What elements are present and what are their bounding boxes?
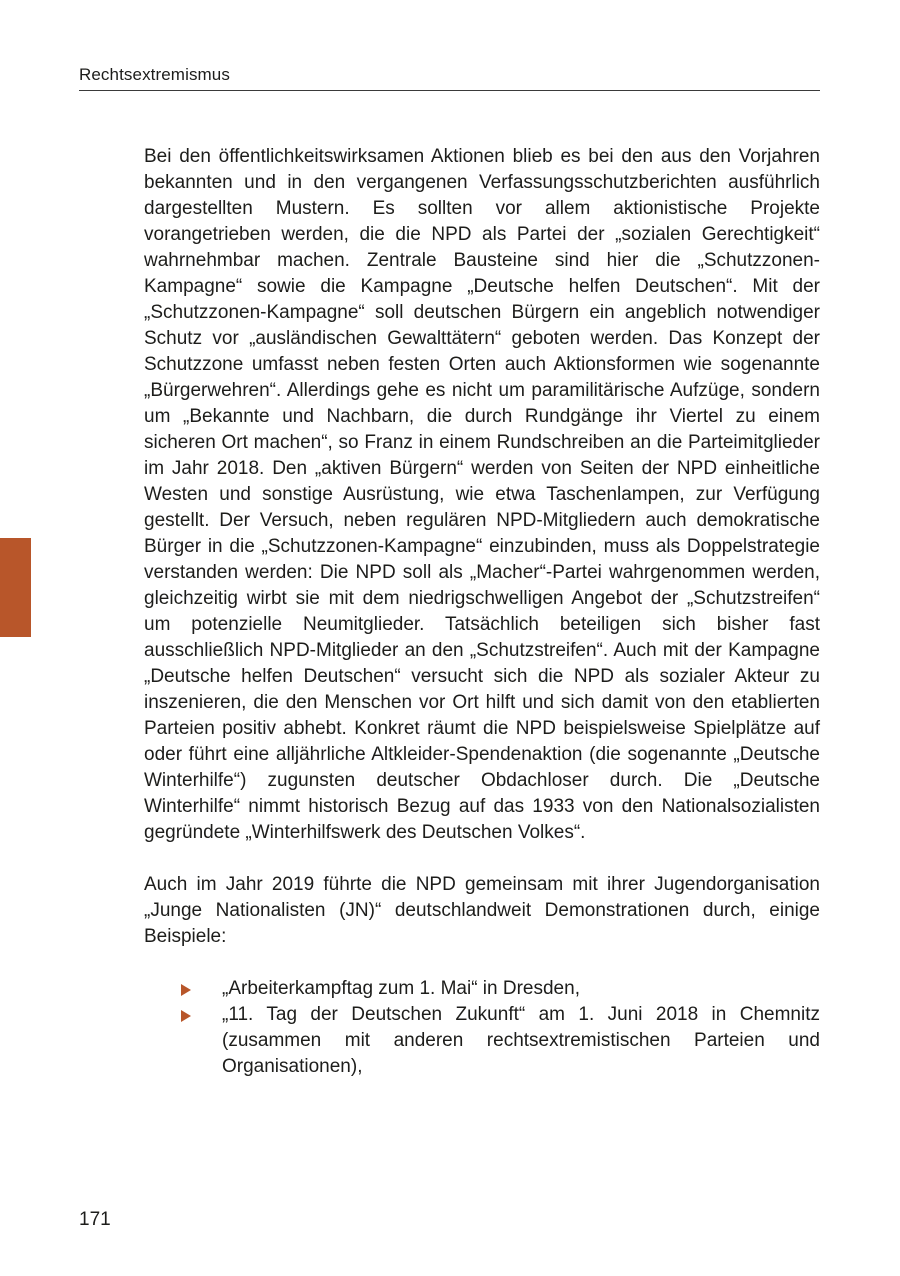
page-body <box>144 144 820 1080</box>
running-header <box>79 64 820 91</box>
list-item-text: „Arbeiterkampftag zum 1. Mai“ in Dresden, <box>222 978 580 999</box>
running-title: Rechtsextremismus <box>79 65 230 84</box>
list-item <box>144 976 820 1002</box>
page-number: 171 <box>79 1209 111 1230</box>
triangle-bullet-icon <box>181 1010 191 1022</box>
body-paragraph: Bei den öffentlichkeitswirksamen Aktionen blieb es bei den aus den Vorjahren bekannten und in den vergangenen Verfassungsschutzberichten ausführlich dargestellten Mustern. Es sollten vor allem aktionistische Projekte vorangetrieben werden, die die NPD als Partei der „sozialen Gerechtigkeit“ wahrnehmbar machen. Zentrale Bausteine sind hier die „Schutzzonen-Kampagne“ sowie die Kampagne „Deutsche helfen Deutschen“. Mit der „Schutzzonen-Kampagne“ soll deutschen Bürgern ein angeblich notwendiger Schutz vor „ausländischen Gewalttätern“ geboten werden. Das Konzept der Schutzzone umfasst neben festen Orten auch Aktionsformen wie sogenannte „Bürgerwehren“. Allerdings gehe es nicht um paramilitärische Aufzüge, sondern um „Bekannte und Nachbarn, die durch Rundgänge ihr Viertel zu einem sicheren Ort machen“, so Franz in einem Rundschreiben an die Parteimitglieder im Jahr 2018. Den „aktiven Bürgern“ werden von Seiten der NPD einheitliche Westen und sonstige Ausrüstung, wie etwa Taschenlampen, zur Verfügung gestellt. Der Versuch, neben regulären NPD-Mitgliedern auch demokratische Bürger in die „Schutzzonen-Kampagne“ einzubinden, muss als Doppelstrategie verstanden werden: Die NPD soll als „Macher“-Partei wahrgenommen werden, gleichzeitig wirbt sie mit dem niedrigschwelligen Angebot der „Schutzstreifen“ um potenzielle Neumitglieder. Tatsächlich beteiligen sich bisher fast ausschließlich NPD-Mitglieder an den „Schutzstreifen“. Auch mit der Kampagne „Deutsche helfen Deutschen“ versucht sich die NPD als sozialer Akteur zu inszenieren, die den Menschen vor Ort hilft und sich damit von den etablierten Parteien positiv abhebt. Konkret räumt die NPD beispielsweise Spielplätze auf oder führt eine alljährliche Altkleider-Spendenaktion (die sogenannte „Deutsche Winterhilfe“) zugunsten deutscher Obdachloser durch. Die „Deutsche Winterhilfe“ nimmt historisch Bezug auf das 1933 von den Nationalsozialisten gegründete „Winterhilfswerk des Deutschen Volkes“. <box>144 146 820 843</box>
list-item <box>144 1002 820 1080</box>
body-paragraph: Auch im Jahr 2019 führte die NPD gemeinsam mit ihrer Jugendorganisation „Junge Nationalisten (JN)“ deutschlandweit Demonstrationen durch, einige Beispiele: <box>144 874 820 947</box>
bullet-list <box>144 976 820 1080</box>
triangle-bullet-icon <box>181 984 191 996</box>
list-item-text: „11. Tag der Deutschen Zukunft“ am 1. Juni 2018 in Chemnitz (zusammen mit anderen rechtsextremistischen Parteien und Organisationen), <box>222 1004 820 1077</box>
chapter-tab-marker <box>0 538 31 637</box>
